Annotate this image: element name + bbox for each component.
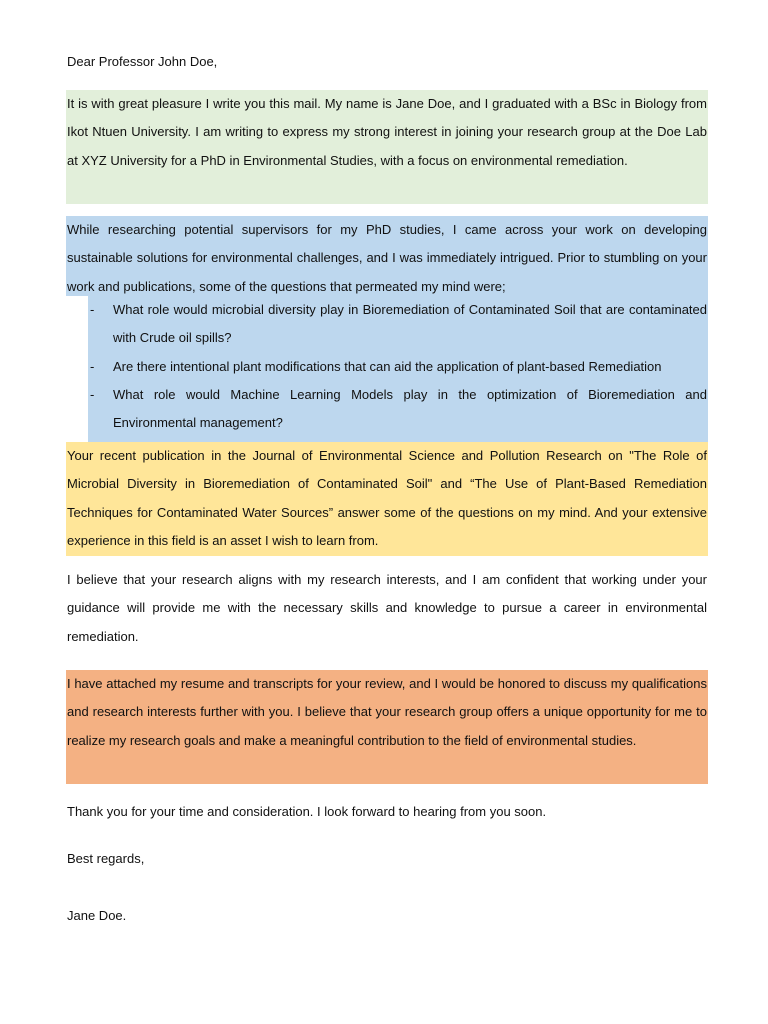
list-item: - What role would Machine Learning Models play in the optimization of Bioremediation and Environmental management? bbox=[88, 381, 708, 438]
signature-line: Jane Doe. bbox=[67, 908, 127, 923]
intro-paragraph: It is with great pleasure I write you this mail. My name is Jane Doe, and I graduated with a BSc in Biology from Ikot Ntuen University. I am writing to express my strong interest in joining your research group at the Doe Lab at XYZ University for a PhD in Environmental Studies, with a focus on environmental remediation. bbox=[67, 96, 707, 168]
greeting: Dear Professor John Doe, bbox=[67, 54, 218, 69]
list-item: - Are there intentional plant modifications that can aid the application of plant-based Remediation bbox=[88, 353, 708, 381]
alignment-paragraph: I believe that your research aligns with my research interests, and I am confident that working under your guidance will provide me with the necessary skills and knowledge to pursue a career in environmental remediation. bbox=[67, 572, 707, 644]
attachment-paragraph: I have attached my resume and transcripts for your review, and I would be honored to discuss my qualifications and research interests further with you. I believe that your research group offers a unique opportunity for me to realize my research goals and make a meaningful contribution to the field of environmental studies. bbox=[67, 676, 707, 748]
thanks-line: Thank you for your time and consideration. I look forward to hearing from you soon. bbox=[67, 804, 547, 819]
closing-line: Best regards, bbox=[67, 851, 145, 866]
publication-paragraph: Your recent publication in the Journal of Environmental Science and Pollution Research on "The Role of Microbial Diversity in Bioremediation of Contaminated Soil" and “The Use of Plant-Based Remediation Techniques for Contaminated Water Sources” answer some of the questions on my mind. And your extensive experience in this field is an asset I wish to learn from. bbox=[67, 448, 707, 548]
interest-paragraph-highlight bbox=[66, 216, 708, 296]
questions-list bbox=[88, 296, 708, 442]
list-item: - What role would microbial diversity play in Bioremediation of Contaminated Soil that are contaminated with Crude oil spills? bbox=[88, 296, 708, 353]
intro-paragraph-highlight bbox=[66, 90, 708, 204]
interest-paragraph: While researching potential supervisors for my PhD studies, I came across your work on developing sustainable solutions for environmental challenges, and I was immediately intrigued. Prior to stumbling on your work and publications, some of the questions that permeated my mind were; bbox=[67, 222, 707, 294]
publication-paragraph-highlight bbox=[66, 442, 708, 556]
attachment-paragraph-highlight bbox=[66, 670, 708, 784]
